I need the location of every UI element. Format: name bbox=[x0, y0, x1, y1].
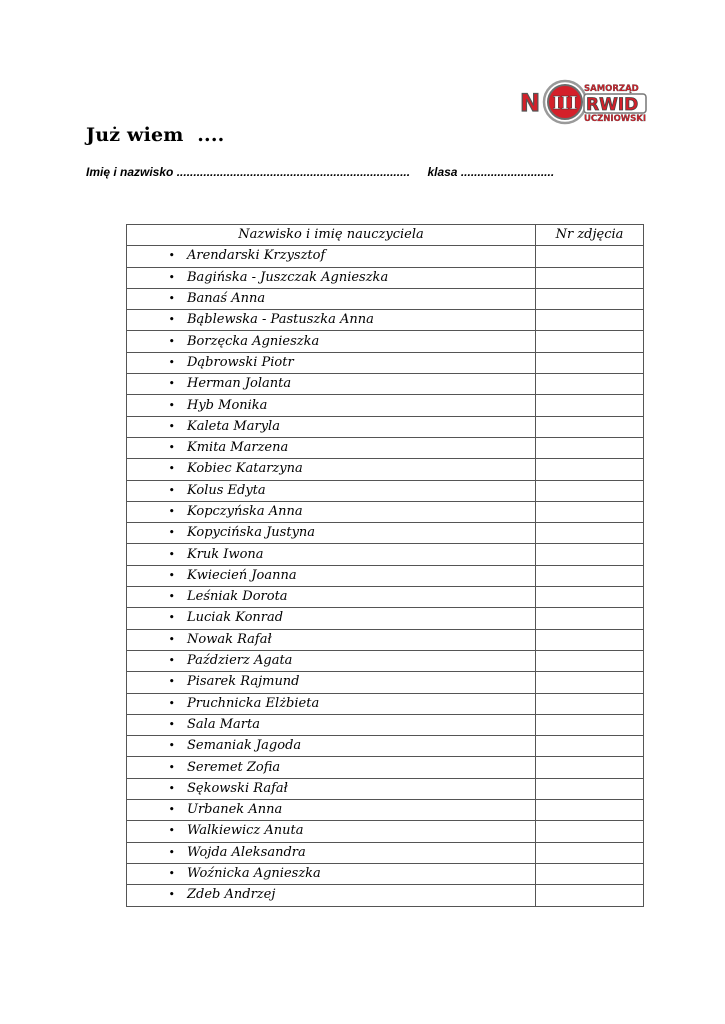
table-row bbox=[127, 352, 644, 373]
bullet-icon: • bbox=[168, 334, 175, 348]
teacher-name: Kopczyńska Anna bbox=[187, 504, 303, 519]
bullet-icon: • bbox=[168, 355, 175, 369]
bullet-icon: • bbox=[168, 505, 175, 518]
teacher-name: Kwiecień Joanna bbox=[187, 567, 297, 583]
photo-number-cell[interactable] bbox=[536, 565, 644, 586]
table-row bbox=[127, 714, 644, 735]
teacher-cell bbox=[127, 863, 536, 884]
photo-number-cell[interactable] bbox=[536, 352, 644, 373]
samorzad-norwid-logo bbox=[518, 78, 648, 126]
bullet-icon: • bbox=[168, 313, 175, 327]
teacher-name: Banaś Anna bbox=[187, 291, 266, 307]
photo-number-cell[interactable] bbox=[536, 587, 644, 608]
teacher-cell bbox=[127, 587, 536, 608]
teacher-name: Paździerz Agata bbox=[187, 653, 293, 669]
teacher-name: Sala Marta bbox=[187, 716, 260, 732]
teacher-cell bbox=[127, 714, 536, 735]
table-row bbox=[127, 395, 644, 416]
table-row bbox=[127, 693, 644, 714]
teacher-cell bbox=[127, 800, 536, 821]
teacher-name: Bąblewska - Pastuszka Anna bbox=[187, 312, 374, 328]
table-row bbox=[127, 480, 644, 501]
table-row bbox=[127, 331, 644, 352]
teacher-name: Luciak Konrad bbox=[187, 610, 284, 626]
photo-number-cell[interactable] bbox=[536, 650, 644, 671]
photo-number-cell[interactable] bbox=[536, 374, 644, 395]
photo-number-cell[interactable] bbox=[536, 480, 644, 501]
teacher-name: Wojda Aleksandra bbox=[187, 844, 306, 860]
teacher-cell bbox=[127, 395, 536, 416]
table-row bbox=[127, 544, 644, 565]
bullet-icon: • bbox=[168, 590, 175, 604]
bullet-icon: • bbox=[168, 377, 175, 391]
teacher-name: Sękowski Rafał bbox=[187, 780, 288, 796]
teacher-cell bbox=[127, 757, 536, 778]
teacher-cell bbox=[127, 544, 536, 565]
teacher-name: Nowak Rafał bbox=[187, 631, 272, 647]
header-teacher-name: Nazwisko i imię nauczyciela bbox=[127, 225, 536, 246]
photo-number-cell[interactable] bbox=[536, 459, 644, 480]
table-row bbox=[127, 501, 644, 522]
table-row bbox=[127, 288, 644, 309]
teacher-name: Kopycińska Justyna bbox=[187, 525, 316, 541]
teacher-name: Dąbrowski Piotr bbox=[187, 354, 294, 370]
teacher-name: Herman Jolanta bbox=[187, 376, 292, 392]
photo-number-cell[interactable] bbox=[536, 395, 644, 416]
teacher-cell bbox=[127, 650, 536, 671]
teacher-cell bbox=[127, 459, 536, 480]
photo-number-cell[interactable] bbox=[536, 310, 644, 331]
teacher-name: Semaniak Jagoda bbox=[187, 738, 302, 754]
table-row bbox=[127, 736, 644, 757]
photo-number-cell[interactable] bbox=[536, 714, 644, 735]
bullet-icon: • bbox=[168, 483, 175, 497]
bullet-icon: • bbox=[168, 675, 175, 689]
teacher-name: Pisarek Rajmund bbox=[187, 674, 300, 690]
page-title: Już wiem .... bbox=[86, 124, 225, 146]
photo-number-cell[interactable] bbox=[536, 863, 644, 884]
logo-bottom-text: UCZNIOWSKI bbox=[584, 114, 647, 124]
bullet-icon: • bbox=[168, 888, 175, 902]
table-row bbox=[127, 608, 644, 629]
teacher-name: Walkiewicz Anuta bbox=[187, 823, 304, 839]
photo-number-cell[interactable] bbox=[536, 757, 644, 778]
bullet-icon: • bbox=[168, 781, 175, 795]
bullet-icon: • bbox=[168, 739, 175, 753]
table-row bbox=[127, 842, 644, 863]
table-row bbox=[127, 374, 644, 395]
bullet-icon: • bbox=[168, 462, 175, 476]
bullet-icon: • bbox=[168, 760, 175, 774]
bullet-icon: • bbox=[168, 824, 175, 838]
table-row bbox=[127, 821, 644, 842]
teacher-cell bbox=[127, 672, 536, 693]
table-row bbox=[127, 587, 644, 608]
table-row bbox=[127, 459, 644, 480]
photo-number-cell[interactable] bbox=[536, 885, 644, 906]
teachers-table bbox=[126, 224, 644, 907]
table-row bbox=[127, 800, 644, 821]
teacher-name: Arendarski Krzysztof bbox=[187, 248, 326, 264]
teacher-name: Zdeb Andrzej bbox=[187, 887, 276, 903]
bullet-icon: • bbox=[168, 654, 175, 668]
photo-number-cell[interactable] bbox=[536, 416, 644, 437]
class-label: klasa bbox=[427, 165, 458, 179]
photo-number-cell[interactable] bbox=[536, 800, 644, 821]
teacher-cell bbox=[127, 778, 536, 799]
name-class-line bbox=[86, 165, 554, 179]
teacher-cell bbox=[127, 310, 536, 331]
table-header-row bbox=[127, 225, 644, 246]
bullet-icon: • bbox=[168, 568, 175, 582]
bullet-icon: • bbox=[168, 441, 175, 455]
teacher-cell bbox=[127, 629, 536, 650]
photo-number-cell[interactable] bbox=[536, 629, 644, 650]
bullet-icon: • bbox=[168, 547, 175, 561]
teacher-cell bbox=[127, 736, 536, 757]
logo-letter-n: N bbox=[520, 89, 541, 117]
bullet-icon: • bbox=[168, 292, 175, 306]
teacher-cell bbox=[127, 267, 536, 288]
teacher-cell bbox=[127, 821, 536, 842]
logo-word: RWID bbox=[586, 95, 639, 115]
table-row bbox=[127, 310, 644, 331]
photo-number-cell[interactable] bbox=[536, 331, 644, 352]
teacher-cell bbox=[127, 608, 536, 629]
table-row bbox=[127, 267, 644, 288]
teacher-name: Urbanek Anna bbox=[187, 802, 283, 818]
table-row bbox=[127, 863, 644, 884]
photo-number-cell[interactable] bbox=[536, 267, 644, 288]
teacher-name: Kolus Edyta bbox=[187, 482, 266, 498]
teacher-cell bbox=[127, 565, 536, 586]
bullet-icon: • bbox=[168, 867, 175, 881]
teacher-cell bbox=[127, 842, 536, 863]
table-row bbox=[127, 565, 644, 586]
table-row bbox=[127, 778, 644, 799]
teacher-cell bbox=[127, 288, 536, 309]
bullet-icon: • bbox=[168, 632, 175, 646]
teacher-name: Kobiec Katarzyna bbox=[187, 461, 303, 477]
photo-number-cell[interactable] bbox=[536, 501, 644, 522]
logo-numeral: III bbox=[552, 93, 578, 114]
table-row bbox=[127, 650, 644, 671]
table-row bbox=[127, 416, 644, 437]
table-row bbox=[127, 437, 644, 458]
photo-number-cell[interactable] bbox=[536, 246, 644, 267]
table-row bbox=[127, 885, 644, 906]
name-label: Imię i nazwisko bbox=[86, 165, 174, 179]
teacher-cell bbox=[127, 246, 536, 267]
teacher-name: Woźnicka Agnieszka bbox=[187, 866, 321, 882]
photo-number-cell[interactable] bbox=[536, 608, 644, 629]
teacher-cell bbox=[127, 480, 536, 501]
bullet-icon: • bbox=[168, 526, 175, 540]
teacher-cell bbox=[127, 523, 536, 544]
photo-number-cell[interactable] bbox=[536, 736, 644, 757]
teacher-cell bbox=[127, 416, 536, 437]
teacher-name: Leśniak Dorota bbox=[187, 589, 288, 605]
teacher-name: Kaleta Maryla bbox=[187, 418, 280, 434]
logo-top-text: SAMORZĄD bbox=[584, 84, 639, 94]
teacher-cell bbox=[127, 885, 536, 906]
photo-number-cell[interactable] bbox=[536, 821, 644, 842]
bullet-icon: • bbox=[168, 803, 175, 817]
name-field[interactable]: ...................................................................... bbox=[176, 165, 411, 179]
teacher-cell bbox=[127, 331, 536, 352]
photo-number-cell[interactable] bbox=[536, 544, 644, 565]
table-row bbox=[127, 672, 644, 693]
teacher-name: Bagińska - Juszczak Agnieszka bbox=[187, 269, 389, 285]
bullet-icon: • bbox=[168, 845, 175, 859]
header-photo-number: Nr zdjęcia bbox=[536, 225, 644, 246]
teacher-cell bbox=[127, 437, 536, 458]
teacher-name: Kmita Marzena bbox=[187, 440, 289, 456]
teacher-cell bbox=[127, 352, 536, 373]
table-row bbox=[127, 246, 644, 267]
photo-number-cell[interactable] bbox=[536, 437, 644, 458]
teacher-name: Hyb Monika bbox=[187, 397, 268, 413]
bullet-icon: • bbox=[168, 696, 175, 710]
photo-number-cell[interactable] bbox=[536, 693, 644, 714]
bullet-icon: • bbox=[168, 249, 175, 263]
table-row bbox=[127, 757, 644, 778]
bullet-icon: • bbox=[168, 419, 175, 433]
table-row bbox=[127, 629, 644, 650]
photo-number-cell[interactable] bbox=[536, 288, 644, 309]
teacher-name: Borzęcka Agnieszka bbox=[187, 333, 320, 349]
teacher-cell bbox=[127, 501, 536, 522]
photo-number-cell[interactable] bbox=[536, 523, 644, 544]
bullet-icon: • bbox=[168, 717, 175, 731]
teacher-name: Kruk Iwona bbox=[187, 546, 264, 562]
teacher-name: Seremet Zofia bbox=[187, 759, 281, 775]
bullet-icon: • bbox=[168, 611, 175, 625]
bullet-icon: • bbox=[168, 398, 175, 412]
bullet-icon: • bbox=[168, 270, 175, 284]
photo-number-cell[interactable] bbox=[536, 778, 644, 799]
teacher-cell bbox=[127, 374, 536, 395]
class-field[interactable]: ............................ bbox=[460, 165, 555, 179]
table-row bbox=[127, 523, 644, 544]
teacher-cell bbox=[127, 693, 536, 714]
photo-number-cell[interactable] bbox=[536, 672, 644, 693]
teacher-name: Pruchnicka Elżbieta bbox=[187, 695, 320, 711]
photo-number-cell[interactable] bbox=[536, 842, 644, 863]
